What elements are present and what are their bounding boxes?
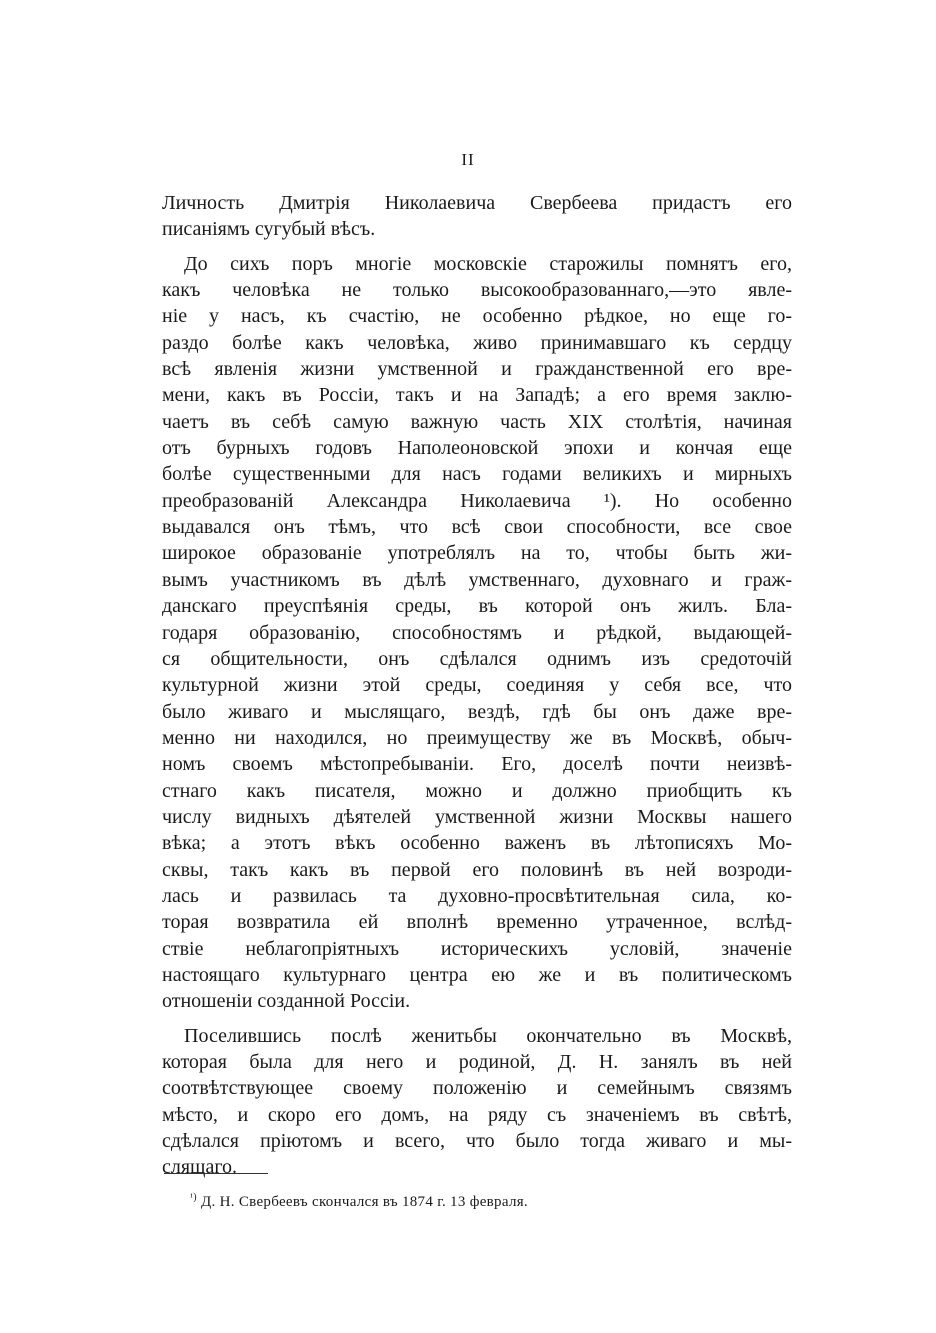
text-line: всѣ явленія жизни умственной и гражданственной его вре- [162, 358, 792, 381]
paragraph-2 [162, 251, 792, 1015]
text-line: было живаго и мыслящаго, вездѣ, гдѣ бы онъ даже вре- [162, 700, 792, 723]
text-line: отъ бурныхъ годовъ Наполеоновской эпохи и кончая еще [162, 437, 792, 460]
text-line: раздо болѣе какъ человѣка, живо принимавшаго къ сердцу [162, 331, 792, 354]
paragraph-1 [162, 190, 792, 243]
text-line: менно ни находился, но преимуществу же въ Москвѣ, обыч- [162, 726, 792, 749]
text-line: какъ человѣка не только высокообразованнаго,—это явле- [162, 279, 792, 302]
body-text [162, 190, 792, 1181]
text-line: писаніямъ сугубый вѣсъ. [162, 218, 376, 241]
text-line: лась и развилась та духовно-просвѣтительная сила, ко- [162, 884, 792, 907]
text-line: мени, какъ въ Россіи, такъ и на Западѣ; а его время заклю- [162, 384, 792, 407]
text-line: ся общительности, онъ сдѣлался однимъ изъ средоточій [162, 647, 792, 670]
text-line: широкое образованіе употреблялъ на то, чтобы быть жи- [162, 542, 792, 565]
text-line: настоящаго культурнаго центра ею же и въ политическомъ [162, 963, 792, 986]
text-line: стнаго какъ писателя, можно и должно приобщить къ [162, 779, 792, 802]
footnote-text: Д. Н. Свербеевъ скончался въ 1874 г. 13 февраля. [201, 1194, 528, 1210]
text-line: Поселившись послѣ женитьбы окончательно въ Москвѣ, [184, 1024, 792, 1047]
page-number: II [461, 150, 475, 169]
text-line: Личность Дмитрія Николаевича Свербеева придастъ его [162, 192, 792, 214]
text-line: номъ своемъ мѣстопребываніи. Его, доселѣ почти неизвѣ- [162, 753, 792, 776]
text-line: соотвѣтствующее своему положенію и семейнымъ связямъ [162, 1077, 792, 1100]
text-line: сдѣлался пріютомъ и всего, что было тогда живаго и мы- [162, 1130, 792, 1153]
text-line: вѣка; а этотъ вѣкъ особенно важенъ въ лѣтописяхъ Мо- [162, 832, 792, 855]
text-line: данскаго преуспѣянія среды, въ которой онъ жилъ. Бла- [162, 595, 792, 618]
text-line: ствіе неблагопріятныхъ историческихъ условій, значеніе [162, 937, 792, 960]
text-line: сквы, такъ какъ въ первой его половинѣ въ ней возроди- [162, 858, 792, 881]
paragraph-3 [162, 1023, 792, 1181]
text-line: выдавался онъ тѣмъ, что всѣ свои способности, все свое [162, 516, 792, 539]
text-line: чаетъ въ себѣ самую важную часть XIX столѣтія, начиная [162, 410, 792, 433]
text-line: культурной жизни этой среды, соединяя у себя все, что [162, 674, 792, 697]
text-line: числу видныхъ дѣятелей умственной жизни Москвы нашего [162, 805, 792, 828]
text-line: торая возвратила ей вполнѣ временно утраченное, вслѣд- [162, 911, 792, 934]
footnote-divider [164, 1173, 268, 1174]
text-line: годаря образованію, способностямъ и рѣдкой, выдающей- [162, 621, 792, 644]
text-line: мѣсто, и скоро его домъ, на ряду съ значеніемъ въ свѣтѣ, [162, 1103, 792, 1126]
text-line: вымъ участникомъ въ дѣлѣ умственнаго, духовнаго и граж- [162, 568, 792, 591]
text-line: До сихъ поръ многіе московскіе старожилы помнятъ его, [184, 252, 792, 275]
text-line: ніе у насъ, къ счастію, не особенно рѣдкое, но еще го- [162, 305, 792, 328]
footnote [190, 1192, 528, 1211]
text-line: слящаго. [162, 1156, 238, 1179]
text-line: которая была для него и родиной, Д. Н. занялъ въ ней [162, 1051, 792, 1073]
text-line: преобразованій Александра Николаевича ¹). Но особенно [162, 489, 792, 512]
text-line: болѣе существенными для насъ годами великихъ и мирныхъ [162, 463, 792, 486]
footnote-marker: ¹) [190, 1192, 197, 1203]
text-line: отношеніи созданной Россіи. [162, 990, 411, 1013]
